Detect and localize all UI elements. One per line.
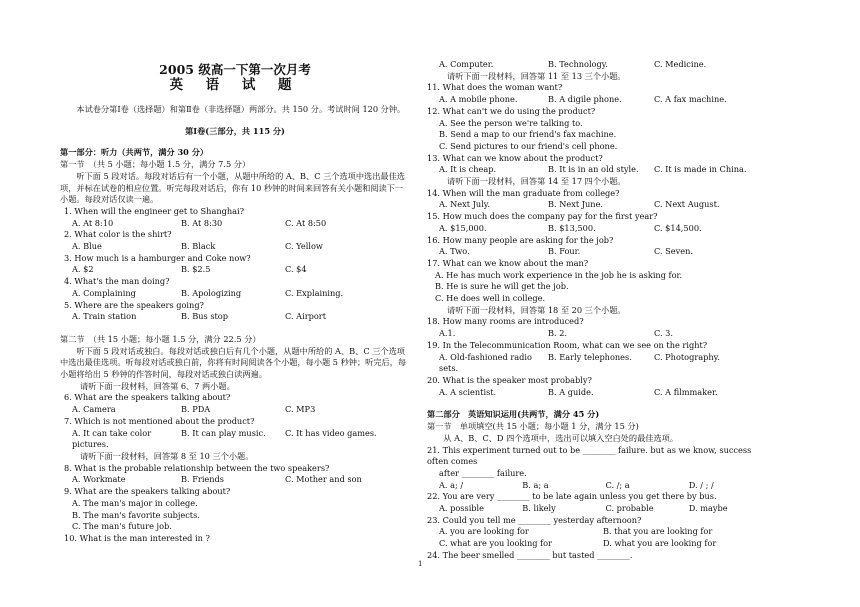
question-1: 1. When will the engineer get to Shanghai? <box>64 205 245 216</box>
page-number: 1 <box>418 560 423 568</box>
option: B. Next June. <box>548 199 604 210</box>
question-7: 7. Which is not mentioned about the product? <box>64 415 255 426</box>
option: C. A fax machine. <box>654 94 727 105</box>
option: D. / ; / <box>688 479 714 490</box>
question-13: 13. What can we know about the product? <box>427 152 603 163</box>
option: A. Old-fashioned radio sets. <box>439 351 532 374</box>
listening-note: 请听下面一段材料，回答第 18 至 20 三个小题。 <box>447 304 626 315</box>
option: B. $2.5 <box>181 264 211 275</box>
question-3: 3. How much is a hamburger and Coke now? <box>64 252 251 263</box>
option: B. PDA <box>181 404 211 415</box>
option: A. Next July. <box>439 199 490 210</box>
question-22-options <box>427 503 772 515</box>
question-23-options-row2 <box>427 538 772 550</box>
option: C. It has video games. <box>285 427 377 438</box>
option: B. Friends <box>181 474 224 485</box>
option: A. a; / <box>439 479 464 490</box>
exam-subtitle: 英 语 试 题 <box>169 77 301 93</box>
question-15: 15. How much does the company pay for the first year? <box>427 211 658 222</box>
section2-instructions: 听下面 5 段对话或独白。每段对话或独白后有几个小题，从题中所给的 A、B、C 三个选项中选出最佳选项。听每段对话或独白前，你将有时间阅读各个小题，每小题 5 秒钟；听完后，每小题将给出 5 秒钟的作答时间，每段对话或独白读两遍。 <box>60 345 407 380</box>
volume-heading: 第Ⅰ卷(三部分，共 115 分) <box>185 125 285 136</box>
question-7-options <box>60 428 410 451</box>
question-23: 23. Could you tell me ________ yesterday afternoon? <box>427 514 642 525</box>
question-20: 20. What is the speaker most probably? <box>427 374 592 385</box>
spacer <box>60 323 410 334</box>
question-10: 10. What is the man interested in ? <box>64 532 210 543</box>
option: B. that you are looking for <box>603 526 713 537</box>
section1-instructions: 听下面 5 段对话。每段对话后有一个小题，从题中所给的 A、B、C 三个选项中选出最佳选项，并标在试卷的相应位置。听完每段对话后，你有 10 秒钟的时间来回答有关小题和阅读下一小题。每段对话仅读一遍。 <box>60 170 405 205</box>
option: C. $4 <box>285 264 307 275</box>
option: B. It is in an old style. <box>548 164 639 175</box>
option: C. Airport <box>285 311 326 322</box>
question-18-options <box>427 328 772 340</box>
option: B. $13,500. <box>548 222 596 233</box>
question-20-options <box>427 387 772 399</box>
option: C. Medicine. <box>654 59 707 69</box>
option: A. It can take color pictures. <box>72 427 152 450</box>
question-11-options <box>427 94 772 106</box>
question-8: 8. What is the probable relationship between the two speakers? <box>64 462 330 473</box>
option: C. Send pictures to our friend's cell phone. <box>439 140 618 151</box>
part2-heading: 第二部分 英语知识运用(共两节，满分 45 分) <box>427 409 600 420</box>
option: A. $2 <box>72 264 94 275</box>
spacer <box>427 398 772 409</box>
question-9: 9. What are the speakers talking about? <box>64 486 231 497</box>
question-5-options <box>60 311 410 323</box>
option: B. It can play music. <box>181 427 266 438</box>
option: A. Train station <box>72 311 137 322</box>
question-6-options <box>60 404 410 416</box>
option: C. Explaining. <box>285 287 344 298</box>
exam-intro: 本试卷分第Ⅰ卷（选择题）和第Ⅱ卷（非选择题）两部分。共 150 分。考试时间 120 分钟。 <box>76 104 406 114</box>
option: C. A filmmaker. <box>654 386 718 397</box>
option: B. a; a <box>522 479 549 490</box>
part1-heading: 第一部分：听力（共两节，满分 30 分） <box>60 147 209 158</box>
left-column <box>60 0 410 545</box>
question-1-options <box>60 218 410 230</box>
option: A. $15,000. <box>439 222 487 233</box>
option: A. possible <box>439 503 485 514</box>
option: C. Photography. <box>654 351 720 362</box>
option: A. It is cheap. <box>439 164 497 175</box>
option: A. A scientist. <box>439 386 497 397</box>
option: B. Bus stop <box>181 311 228 322</box>
question-24: 24. The beer smelled ________ but tasted ________. <box>427 549 633 560</box>
option: A. Two. <box>439 246 470 257</box>
question-21: 21. This experiment turned out to be ________ failure. but as we know, success often comes <box>427 444 752 467</box>
question-21-continued: after ________ failure. <box>439 467 527 478</box>
question-15-options <box>427 223 772 235</box>
question-19-options <box>427 352 772 375</box>
question-3-options <box>60 264 410 276</box>
question-22: 22. You are very ________ to be late again unless you get there by bus. <box>427 491 717 502</box>
listening-note: 请听下面一段材料，回答第 14 至 17 四个小题。 <box>447 176 626 187</box>
option: A. Camera <box>72 404 116 415</box>
question-23-options-row1 <box>427 526 772 538</box>
option: D. what you are looking for <box>603 538 717 549</box>
option: B. Technology. <box>548 59 608 69</box>
option: A. At 8:10 <box>72 217 114 228</box>
option: C. $14,500. <box>654 222 702 233</box>
option: C. He does well in college. <box>435 293 546 304</box>
question-12: 12. What can't we do using the product? <box>427 105 596 116</box>
option: C. Yellow <box>285 241 323 252</box>
option: A. Blue <box>72 241 102 252</box>
option: C. Next August. <box>654 199 720 210</box>
option: A. Workmate <box>72 474 126 485</box>
option: A. you are looking for <box>439 526 529 537</box>
section1-heading: 第一节 （共 5 小题；每小题 1.5 分，满分 7.5 分） <box>60 159 251 170</box>
option: B. Send a map to our friend's fax machine. <box>439 129 617 140</box>
option: C. Mother and son <box>285 474 362 485</box>
listening-note: 请听下面一段材料，回答第 11 至 13 三个小题。 <box>447 70 626 81</box>
option: B. A guide. <box>548 386 594 397</box>
exam-title: 2005 级高一下第一次月考 <box>159 62 311 77</box>
question-4: 4. What's the man doing? <box>64 276 170 287</box>
question-13-options <box>427 164 772 176</box>
question-17: 17. What can we know about the man? <box>427 257 589 268</box>
option: B. A digile phone. <box>548 94 622 105</box>
question-14: 14. When will the man graduate from college? <box>427 187 620 198</box>
question-2: 2. What color is the shirt? <box>64 229 172 240</box>
option: B. likely <box>522 503 556 514</box>
option: B. Four. <box>548 246 581 257</box>
option: C. probable <box>605 503 654 514</box>
question-18: 18. How many rooms are introduced? <box>427 316 584 327</box>
question-19: 19. In the Telecommunication Room, what can we see on the right? <box>427 339 708 350</box>
option: A. The man's major in college. <box>72 497 198 508</box>
option: C. 3. <box>654 328 673 339</box>
question-2-options <box>60 241 410 253</box>
option: C. what are you looking for <box>439 538 552 549</box>
question-16-options <box>427 246 772 258</box>
option: A.1. <box>439 328 456 339</box>
question-14-options <box>427 199 772 211</box>
option: C. At 8:50 <box>285 217 327 228</box>
option: B. The man's favorite subjects. <box>72 509 200 520</box>
option: B. 2. <box>548 328 568 339</box>
option: B. Apologizing <box>181 287 242 298</box>
question-5: 5. Where are the speakers going? <box>64 299 204 310</box>
option: A. He has much work experience in the job he is asking for. <box>435 269 683 280</box>
listening-note: 请听下面一段材料，回答第 8 至 10 三个小题。 <box>80 450 254 461</box>
option: B. At 8:30 <box>181 217 223 228</box>
option: A. Complaining <box>72 287 136 298</box>
right-column <box>427 59 772 562</box>
part2-section1-heading: 第一节 单项填空(共 15 小题；每小题 1 分，满分 15 分) <box>427 421 639 432</box>
option: C. Seven. <box>654 246 693 257</box>
listening-note: 请听下面一段材料，回答第 6、7 两小题。 <box>80 380 235 391</box>
option: C. MP3 <box>285 404 316 415</box>
option: A. A mobile phone. <box>439 94 518 105</box>
option: A. See the person we're talking to. <box>439 117 583 128</box>
question-6: 6. What are the speakers talking about? <box>64 392 231 403</box>
question-8-options <box>60 474 410 486</box>
option: A. Computer. <box>439 59 494 69</box>
option: B. He is sure he will get the job. <box>435 281 569 292</box>
option: C. The man's future job. <box>72 521 172 532</box>
option: C. /; a <box>605 479 630 490</box>
option: B. Early telephones. <box>548 351 632 362</box>
option: C. It is made in China. <box>654 164 747 175</box>
question-16: 16. How many people are asking for the job? <box>427 234 614 245</box>
question-21-options <box>427 480 772 492</box>
part2-instructions: 从 A、B、C、D 四个选项中，选出可以填入空白处的最佳选项。 <box>443 432 679 443</box>
section2-heading: 第二节 （共 15 小题；每小题 1.5 分，满分 22.5 分） <box>60 333 261 344</box>
question-10-options <box>427 59 772 71</box>
option: B. Black <box>181 241 216 252</box>
option: D. maybe <box>688 503 728 514</box>
question-11: 11. What does the woman want? <box>427 82 563 93</box>
question-4-options <box>60 288 410 300</box>
